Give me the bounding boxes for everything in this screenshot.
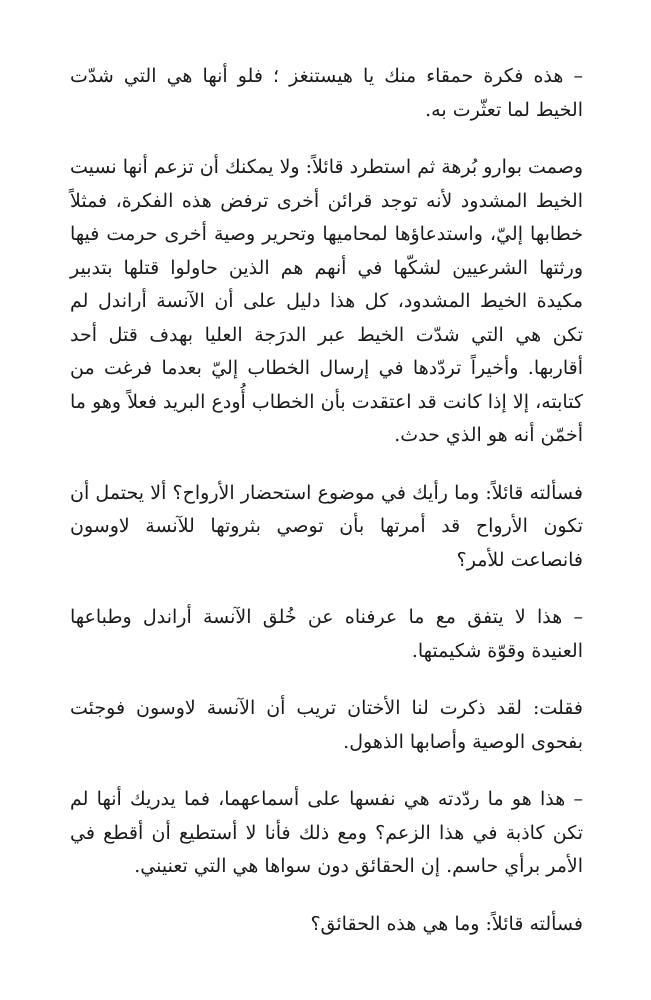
paragraph-spacer <box>70 884 583 908</box>
paragraph: فقلت: لقد ذكرت لنا الأختان تريب أن الآنسة لاوسون فوجئت بفحوى الوصية وأصابها الذهول. <box>70 697 583 753</box>
paragraph: فسألته قائلاً: وما هي هذه الحقائق؟ <box>310 912 583 935</box>
paragraph-spacer <box>70 127 583 151</box>
paragraph: – هذا لا يتفق مع ما عرفناه عن خُلق الآنسة أراندل وطباعها العنيدة وقوّة شكيمتها. <box>70 606 583 662</box>
paragraph: – هذه فكرة حمقاء منك يا هيستنغز ؛ فلو أنها هي التي شدّت الخيط لما تعثّرت به. <box>70 65 583 121</box>
paragraph-spacer <box>70 577 583 601</box>
paragraph: – هذا هو ما ردّدته هي نفسها على أسماعهما، فما يدريك أنها لم تكن كاذبة في هذا الزعم؟ ومع ذلك فأنا لا أستطيع أن أقطع في الأمر برأي حاسم. إن الحقائق دون سواها هي التي تعنيني. <box>70 788 583 877</box>
paragraph-spacer <box>70 759 583 783</box>
paragraph: وصمت بوارو بُرهة ثم استطرد قائلاً: ولا يمكنك أن تزعم أنها نسيت الخيط المشدود لأنه توجد قرائن أخرى ترفض هذه الفكرة، فمثلاً خطابها إليّ، واستدعاؤها لمحاميها وتحرير وصية أخرى حرمت فيها ورثتها الشرعيين لشكّها في أنهم هم الذين حاولوا قتلها بتدبير مكيدة الخيط المشدود، كل هذا دليل على أن الآنسة أراندل لم تكن هي التي شدّت الخيط عبر الدرَجة العليا بهدف قتل أحد أقاربها. وأخيراً تردّدها في إرسال الخطاب إليّ بعدما فرغت من كتابته، إلا إذا كانت قد اعتقدت بأن الخطاب أُودع البريد فعلاً وهو ما أخمّن أنه هو الذي حدث. <box>70 156 583 446</box>
paragraph-spacer <box>70 668 583 692</box>
paragraph-spacer <box>70 453 583 477</box>
paragraph: فسألته قائلاً: وما رأيك في موضوع استحضار الأرواح؟ ألا يحتمل أن تكون الأرواح قد أمرتها بأن توصي بثروتها للآنسة لاوسون فانصاعت للأمر؟ <box>70 481 583 571</box>
